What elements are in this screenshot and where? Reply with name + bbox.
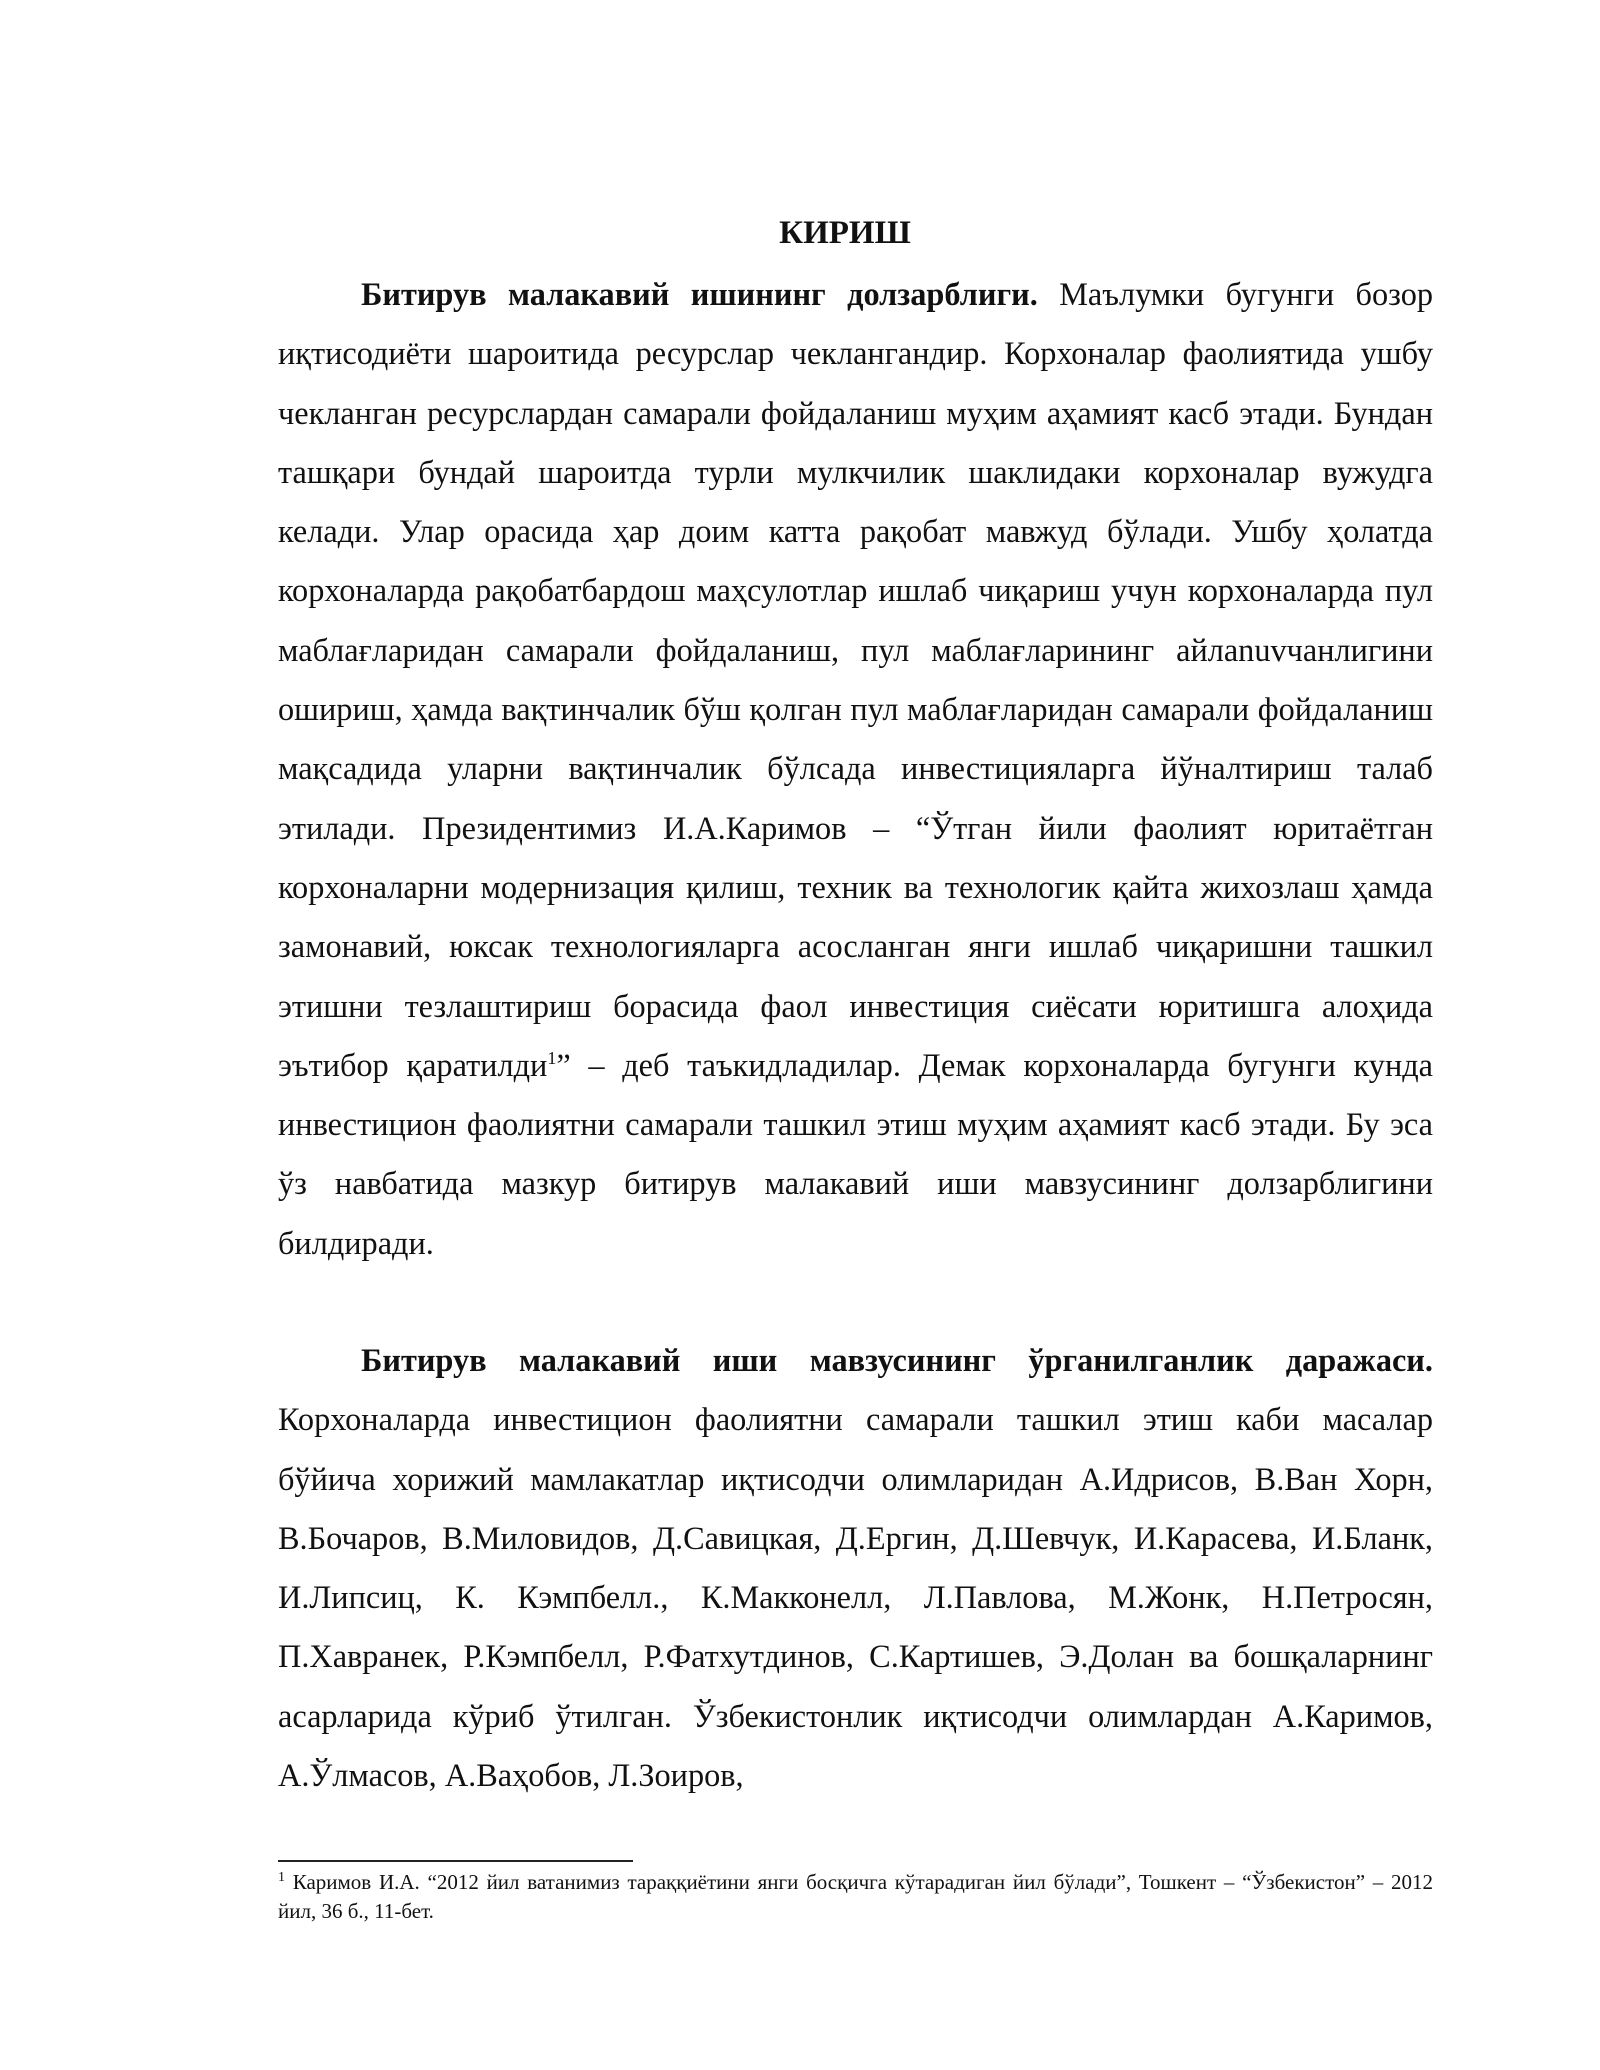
paragraph-body: Корхоналарда инвестицион фаолиятни самарали ташкил этиш каби масалар бўйича хорижий мамлакатлар иқтисодчи олимларидан А.Идрисов, В.Ван Хорн, В.Бочаров, В.Миловидов, Д.Савицкая, Д.Ергин, Д.Шевчук, И.Карасева, И.Бланк, И.Липсиц, К. Кэмпбелл., К.Макконелл, Л.Павлова, М.Жонк, Н.Петросян, П.Хавранек, Р.Кэмпбелл, Р.Фатхутдинов, С.Картишев, Э.Долан ва бошқаларнинг асарларида кўриб ўтилган. Ўзбекистонлик иқтисодчи олимлардан А.Каримов, А.Ўлмасов, А.Ваҳобов, Л.Зоиров, xyxy=(278,1401,1433,1794)
page-title: КИРИШ xyxy=(779,215,911,251)
paragraph-research-degree xyxy=(278,1331,1433,1805)
paragraph-text xyxy=(278,1331,1433,1805)
footnote-text: Каримов И.А. “2012 йил ватанимиз тараққиётини янги босқичга кўтарадиган йил бўлади”, Тошкент – “Ўзбекистон” – 2012 йил, 36 б., 11-бет. xyxy=(278,1870,1433,1923)
paragraph-body: Маълумки бугунги бозор иқтисодиёти шароитида ресурслар чеклангандир. Корхоналар фаолиятида ушбу чекланган ресурслардан самарали фойдаланиш муҳим аҳамият касб этади. Бундан ташқари бундай шароитда турли мулкчилик шаклидаки корхоналар вужудга келади. Улар орасида ҳар доим катта рақобат мавжуд бўлади. Ушбу ҳолатда корхоналарда рақобатбардош маҳсулотлар ишлаб чиқариш учун корхоналарда пул маблағларидан самарали фойдаланиш, пул маблағларининг айлanuvчанлигини ошириш, ҳамда вақтинчалик бўш қолган пул маблағларидан самарали фойдаланиш мақсадида уларни вақтинчалик бўлсада инвестицияларга йўналтириш талаб этилади. Президентимиз И.А.Каримов – “Ўтган йили фаолият юритаётган корхоналарни модернизация қилиш, техник ва технологик қайта жихозлаш ҳамда замонавий, юксак технологияларга асосланган янги ишлаб чиқаришни ташкил этишни тезлаштириш борасида фаол инвестиция сиёсати юритишга алоҳида эътибор қаратилди xyxy=(278,276,1433,1083)
paragraph-body-continued: ” – деб таъкидладилар. Демак корхоналарда бугунги кунда инвестицион фаолиятни самарали ташкил этиш муҳим аҳамият касб этади. Бу эса ўз навбатида мазкур битирув малакавий иши мавзусининг долзарблигини билдиради. xyxy=(278,1046,1433,1261)
paragraph-relevance xyxy=(278,265,1433,1273)
footnote-marker: 1 xyxy=(278,1870,285,1885)
paragraph-lead: Битирув малакавий иши мавзусининг ўрганилганлик даражаси. xyxy=(361,1342,1433,1378)
footnote xyxy=(278,1868,1433,1926)
paragraph-lead: Битирув малакавий ишининг долзарблиги. xyxy=(361,276,1038,312)
footnote-reference[interactable]: 1 xyxy=(547,1048,557,1069)
footnote-separator xyxy=(278,1860,633,1862)
paragraph-text xyxy=(278,265,1433,1273)
